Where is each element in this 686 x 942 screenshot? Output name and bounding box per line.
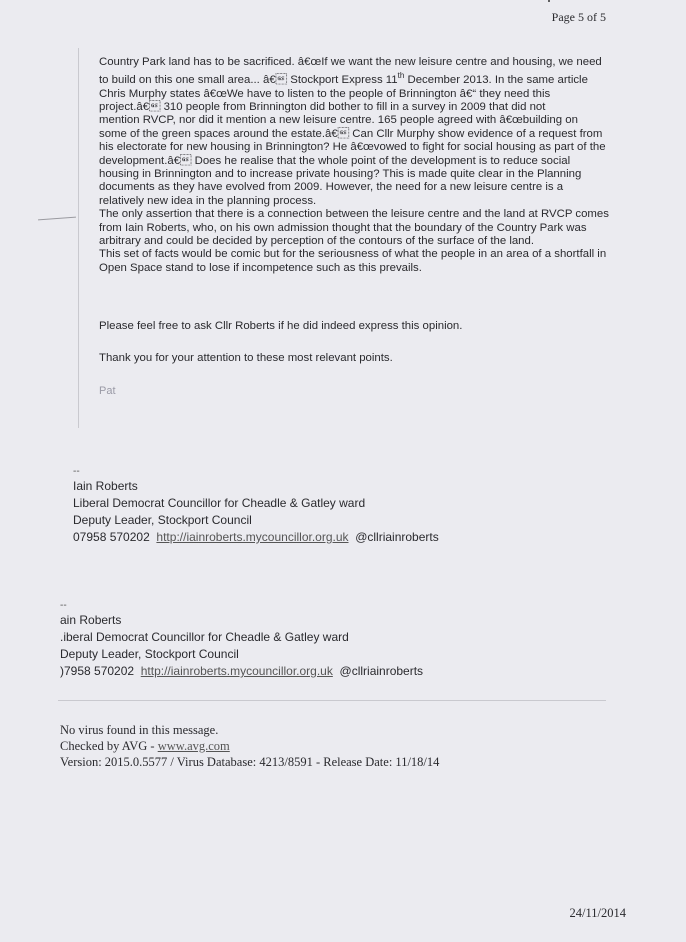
body-line: Country Park land has to be sacrificed. â€œIf we want the new leisure centre and housing, we need <box>99 56 602 68</box>
body-line: to build on this one small area... â€ Stockport Express 11th December 2013. In the same article <box>99 71 588 87</box>
signature-block <box>60 600 423 680</box>
signature-link[interactable]: http://iainroberts.mycouncillor.org.uk <box>140 664 333 678</box>
avg-link[interactable]: www.avg.com <box>157 739 230 753</box>
signature-phone: 07958 570202 <box>73 530 150 544</box>
signature-role: .iberal Democrat Councillor for Cheadle & Gatley ward <box>60 630 349 644</box>
signature-handle: @cllriainroberts <box>355 530 439 544</box>
body-line: his electorate for new housing in Brinnington? He â€œvowed to fight for social housing as part of the <box>99 141 606 154</box>
signature-title: Deputy Leader, Stockport Council <box>60 647 239 661</box>
signature-separator: -- <box>60 600 67 611</box>
antivirus-notice <box>60 722 439 770</box>
body-line: Open Space stand to lose if incompetence such as this prevails. <box>99 261 422 274</box>
body-line: development.â€ Does he realise that the whole point of the development is to reduce social <box>99 154 571 167</box>
avg-line: Version: 2015.0.5577 / Virus Database: 4213/8591 - Release Date: 11/18/14 <box>60 755 440 769</box>
sender-sign: Pat <box>99 385 116 397</box>
body-line: from Iain Roberts, who, on his own admission thought that the boundary of the Country Park was <box>99 221 587 234</box>
page-number: Page 5 of 5 <box>551 10 606 24</box>
signature-title: Deputy Leader, Stockport Council <box>73 513 252 527</box>
scan-mark <box>38 217 76 221</box>
closing-request: Please feel free to ask Cllr Roberts if he did indeed express this opinion. <box>99 320 463 332</box>
signature-name: ain Roberts <box>60 613 122 627</box>
divider <box>58 700 606 701</box>
body-line: The only assertion that there is a connection between the leisure centre and the land at RVCP comes <box>99 208 609 221</box>
body-line: some of the green spaces around the estate.â€ Can Cllr Murphy show evidence of a request from <box>99 127 603 140</box>
signature-separator: -- <box>73 466 80 477</box>
signature-block <box>73 466 439 546</box>
body-line: arbitrary and could be decided by perception of the contours of the surface of the land. <box>99 235 535 248</box>
body-line: Chris Murphy states â€œWe have to listen to the people of Brinnington â€“ they need this <box>99 87 551 100</box>
body-line: This set of facts would be comic but for the seriousness of what the people in an area of a shortfall in <box>99 248 607 261</box>
signature-contact <box>73 529 439 546</box>
body-line: mention RVCP, nor did it mention a new leisure centre. 165 people agreed with â€œbuilding on <box>99 114 578 127</box>
avg-line: Checked by AVG - www.avg.com <box>60 739 230 753</box>
signature-handle: @cllriainroberts <box>339 664 424 678</box>
signature-contact <box>60 663 423 680</box>
quote-bar <box>78 48 79 428</box>
avg-line: No virus found in this message. <box>60 723 219 737</box>
body-line: housing in Brinnington and to increase private housing? This is made quite clear in the Planning <box>99 168 582 181</box>
signature-name: Iain Roberts <box>73 479 138 493</box>
closing-thanks: Thank you for your attention to these most relevant points. <box>99 352 393 364</box>
signature-phone: )7958 570202 <box>60 664 135 678</box>
body-line: project.â€ 310 people from Brinnington did bother to fill in a survey in 2009 that did not <box>99 101 546 114</box>
signature-link[interactable]: http://iainroberts.mycouncillor.org.uk <box>156 530 349 544</box>
print-date: 24/11/2014 <box>569 906 626 920</box>
body-line: documents as they have evolved from 2009. However, the need for a new leisure centre is a <box>99 181 564 194</box>
body-line: relatively new idea in the planning process. <box>99 194 317 207</box>
scan-mark <box>548 0 550 2</box>
email-body <box>99 56 611 275</box>
signature-role: Liberal Democrat Councillor for Cheadle & Gatley ward <box>73 496 366 510</box>
